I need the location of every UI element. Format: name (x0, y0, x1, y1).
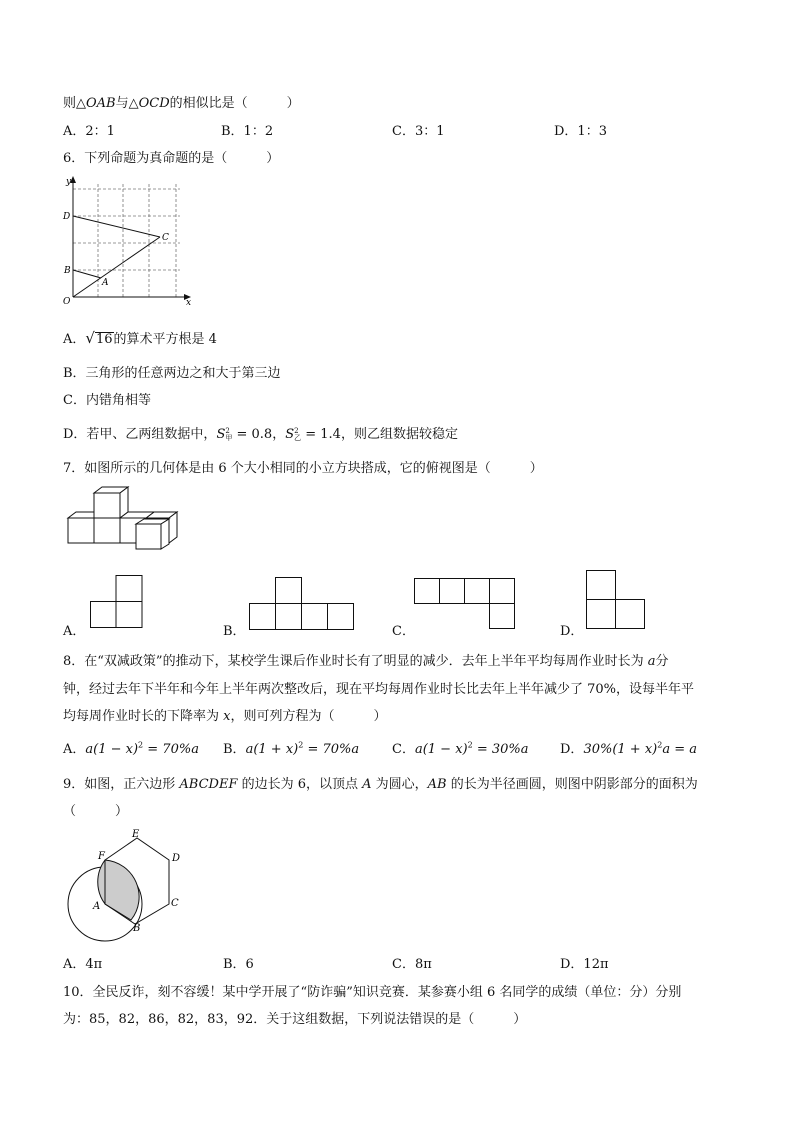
label-d: D (63, 212, 71, 222)
q6-option-c[interactable]: C．内错角相等 (63, 393, 151, 408)
segment-dc (73, 216, 160, 237)
q8-option-c[interactable]: C．$a(1 - x)^2 = 30\%a$ (392, 740, 529, 757)
q6-option-b[interactable]: B．三角形的任意两边之和大于第三边 (63, 366, 281, 381)
label-x: x (186, 298, 192, 308)
q9-option-d[interactable]: D．12π (560, 957, 609, 972)
q5-option-c[interactable]: C．3：1 (392, 124, 445, 139)
q7-option-c-figure[interactable] (414, 578, 518, 633)
label-a: A (93, 901, 101, 912)
q10-line-2: 为：85，82，86，82，83，92．关于这组数据，下列说法错误的是（ ） (63, 1012, 527, 1027)
q8-option-b[interactable]: B．$a(1 + x)^2 = 70\%a$ (223, 740, 360, 757)
label-c: C (162, 233, 169, 243)
q6-option-d[interactable]: D．若甲、乙两组数据中，S 2 甲 = 0.8，S 2 乙 = 1.4，则乙组数据较稳定 (63, 426, 458, 442)
label-b: B (64, 266, 71, 276)
q10-line-1: 10．全民反诈，刻不容缓！某中学开展了“防诈骗”知识竞赛．某参赛小组 6 名同学的成绩（单位：分）分别 (63, 985, 682, 1000)
q9-line-1: 9．如图，正六边形 ABCDEF 的边长为 6，以顶点 A 为圆心，AB 的长为半径画圆，则图中阴影部分的面积为 (63, 777, 698, 792)
q6-stem: 6．下列命题为真命题的是（ ） (63, 151, 280, 166)
q7-solid-figure (66, 486, 181, 552)
q7-option-c-label[interactable]: C． (392, 624, 415, 639)
q6-coordinate-figure (60, 174, 200, 309)
q9-option-b[interactable]: B．6 (223, 957, 254, 972)
label-d: D (172, 853, 181, 864)
q7-option-d-figure[interactable] (586, 570, 646, 632)
q7-stem: 7．如图所示的几何体是由 6 个大小相同的小立方块搭成，它的俯视图是（ ） (63, 461, 543, 476)
q5-option-b[interactable]: B．1：2 (221, 124, 274, 139)
label-e: E (132, 829, 140, 840)
label-f: F (98, 851, 105, 862)
q6-option-a[interactable]: A．√16的算术平方根是 4 (63, 329, 217, 347)
q8-line-2: 钟，经过去年下半年和今年上半年两次整改后，现在平均每周作业时长比去年上半年减少了 70%，设每半年平 (63, 682, 695, 697)
q9-line-2: （ ） (63, 804, 129, 819)
q7-option-b-label[interactable]: B． (223, 624, 246, 639)
q8-option-d[interactable]: D．$30\%(1 + x)^2a = a$ (560, 740, 698, 757)
segment-ba (73, 270, 101, 278)
q7-option-a-label[interactable]: A． (63, 624, 86, 639)
q5-stem: 则△OAB与△OCD的相似比是（ ） (63, 96, 300, 111)
label-b: B (133, 923, 141, 934)
label-o: O (63, 297, 71, 307)
q8-option-a[interactable]: A．$a(1 - x)^2 = 70\%a$ (63, 740, 199, 757)
label-y: y (66, 177, 72, 187)
segment-oc (73, 237, 160, 297)
q7-option-d-label[interactable]: D． (560, 624, 584, 639)
q8-line-1: 8．在“双减政策”的推动下，某校学生课后作业时长有了明显的减少．去年上半年平均每周作业时长为 a分 (63, 654, 669, 669)
label-c: C (171, 898, 179, 909)
q8-line-3: 均每周作业时长的下降率为 x，则可列方程为（ ） (63, 709, 387, 724)
q7-option-b-figure[interactable] (249, 577, 357, 632)
q5-option-d[interactable]: D．1：3 (554, 124, 607, 139)
label-a: A (102, 278, 109, 288)
q9-option-a[interactable]: A．4π (63, 957, 103, 972)
q9-hexagon-figure (60, 828, 190, 943)
q7-option-a-figure[interactable] (90, 575, 145, 630)
q9-option-c[interactable]: C．8π (392, 957, 432, 972)
q5-option-a[interactable]: A．2：1 (63, 124, 115, 139)
